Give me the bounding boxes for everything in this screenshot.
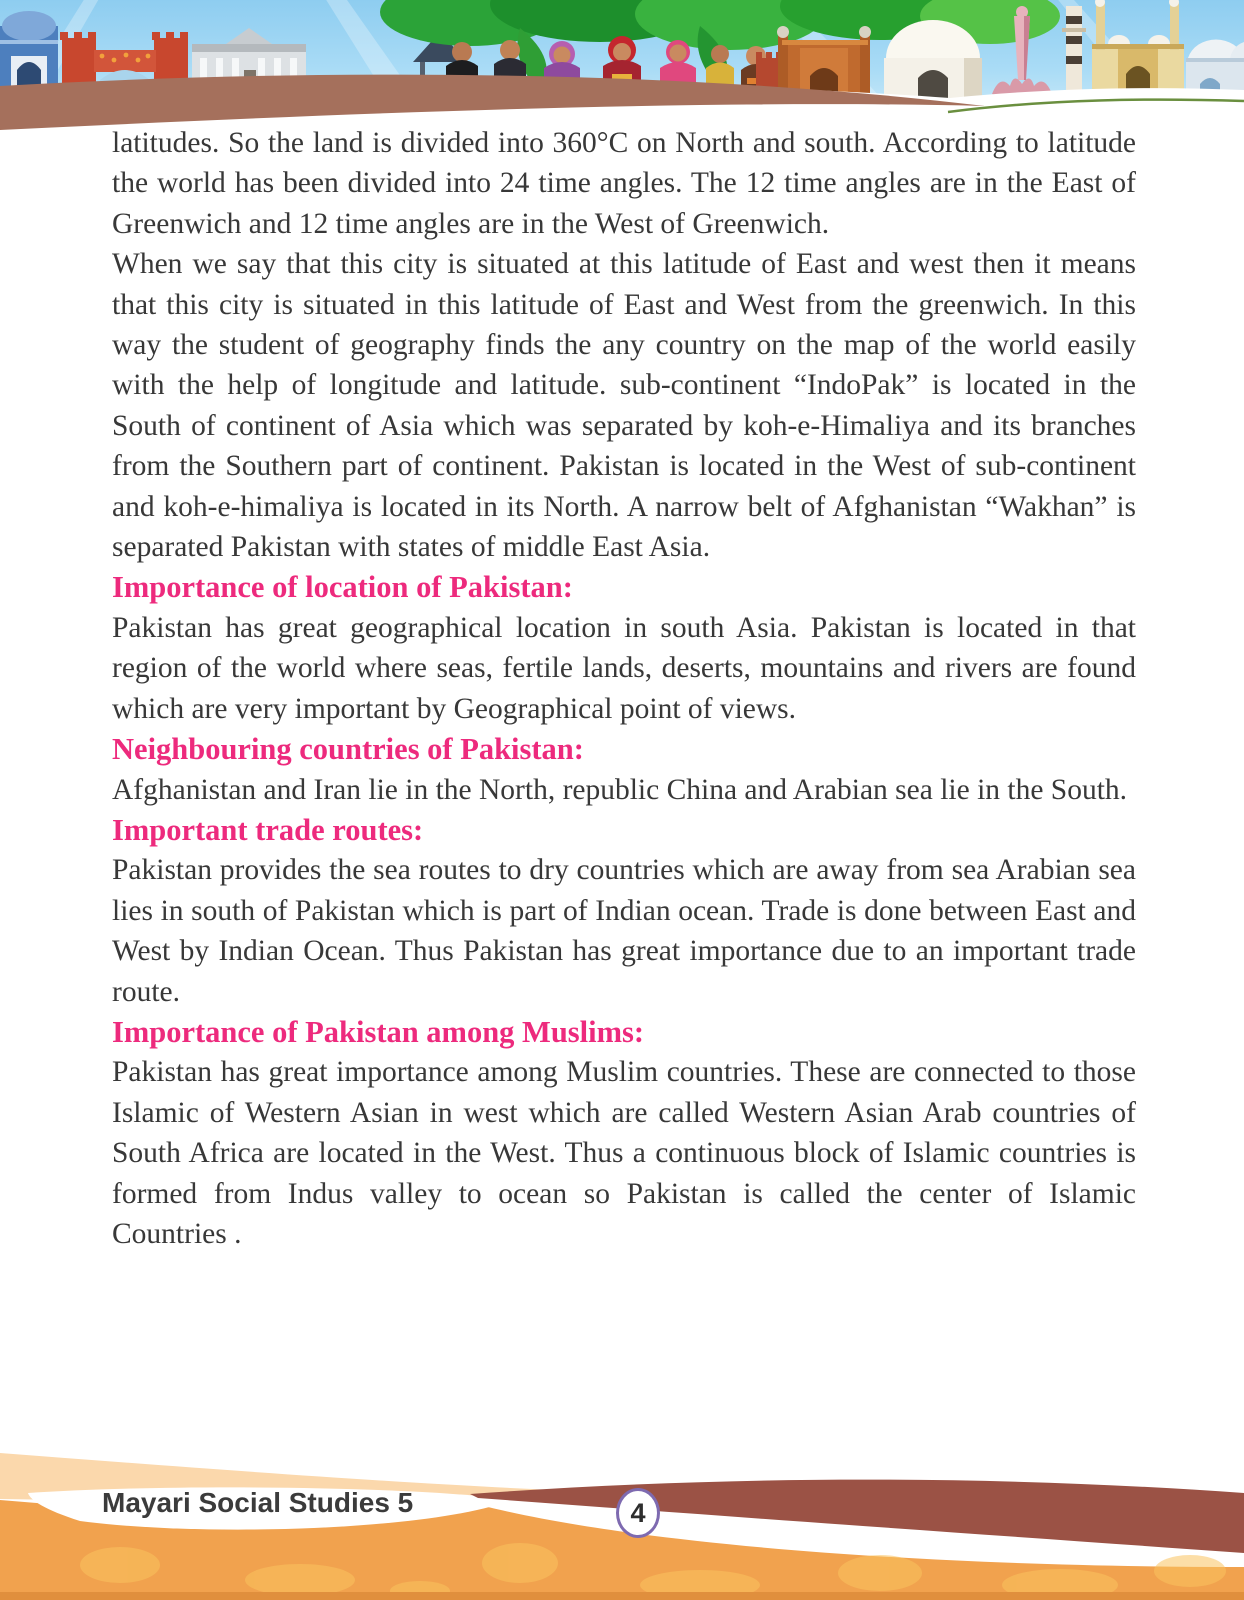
section-heading-trade-routes: Important trade routes: bbox=[112, 812, 424, 847]
page-body-text bbox=[112, 123, 1136, 1254]
section-paragraph: Pakistan has great geographical location in south Asia. Pakistan is located in that region of the world where seas, fertile lands, deserts, mountains and rivers are found which are very important by Geographical point of views. bbox=[112, 611, 1136, 725]
mazar-e-quaid-icon bbox=[884, 20, 982, 102]
paragraph: latitudes. So the land is divided into 360°C on North and south. According to latitude the world has been divided into 24 time angles. The 12 time angles are in the East of Greenwich and 12 time angles are in the West of Greenwich. bbox=[112, 127, 1136, 240]
section-paragraph: Pakistan has great importance among Muslim countries. These are connected to those Islamic of Western Asian in west which are called Western Asian Arab countries of South Africa are located in the West. Thus a continuous block of Islamic countries is formed from Indus valley to ocean so Pakistan is called the center of Islamic Countries . bbox=[112, 1056, 1136, 1250]
section-paragraph: Afghanistan and Iran lie in the North, republic China and Arabian sea lie in the South. bbox=[112, 773, 1128, 806]
footer-bottom-strip bbox=[0, 1592, 1244, 1600]
header-collage bbox=[0, 0, 1244, 142]
paragraph: When we say that this city is situated at this latitude of East and west then it means that this city is situated in this latitude of East and West from the greenwich. In this way the student of geography finds the any country on the map of the world easily with the help of longitude and latitude. sub-continent “IndoPak” is located in the South of continent of Asia which was separated by koh-e-Himaliya and its branches from the Southern part of continent. Pakistan is located in the West of sub-continent and koh-e-himaliya is located in its North. A narrow belt of Afghanistan “Wakhan” is separated Pakistan with states of middle East Asia. bbox=[112, 248, 1136, 564]
book-title: Mayari Social Studies 5 bbox=[102, 1487, 414, 1518]
section-heading-location: Importance of location of Pakistan: bbox=[112, 570, 573, 605]
page-number: 4 bbox=[630, 1497, 646, 1528]
section-heading-muslims: Importance of Pakistan among Muslims: bbox=[112, 1014, 645, 1049]
section-paragraph: Pakistan provides the sea routes to dry countries which are away from sea Arabian sea lies in south of Pakistan which is part of Indian ocean. Trade is done between East and West by Indian Ocean. Thus Pakistan has great importance due to an important trade route. bbox=[112, 854, 1136, 1008]
page-number-badge bbox=[616, 1488, 660, 1538]
section-heading-neighbours: Neighbouring countries of Pakistan: bbox=[112, 732, 584, 767]
